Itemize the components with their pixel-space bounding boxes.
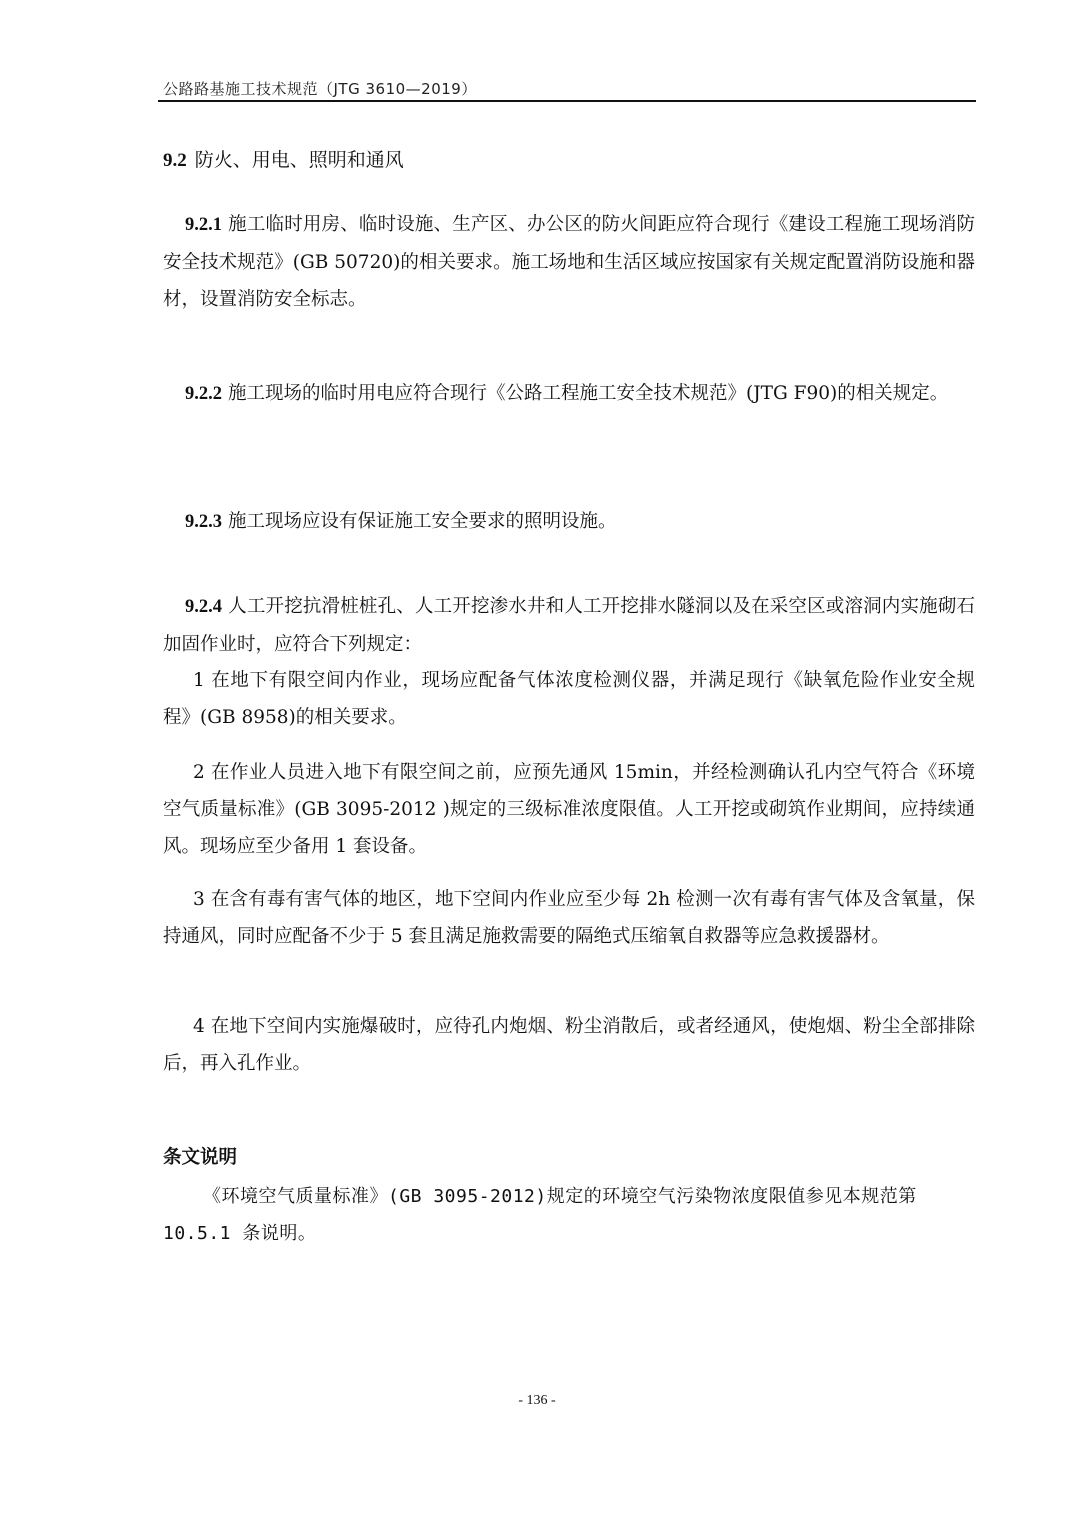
clause-item-4: 4 在地下空间内实施爆破时，应待孔内炮烟、粉尘消散后，或者经通风，使炮烟、粉尘全部排除后，再入孔作业。 [163,1016,975,1074]
page-number: - 136 - [518,1393,556,1408]
clause-number: 9.2.2 [185,384,222,404]
commentary-title: 条文说明 [163,1147,238,1168]
clause-9-2-3 [163,503,975,541]
clause-9-2-2 [163,375,975,413]
clause-9-2-4 [163,588,975,663]
clause-item-3: 3 在含有毒有害气体的地区，地下空间内作业应至少每 2h 检测一次有毒有害气体及含氧量，保持通风，同时应配备不少于 5 套且满足施救需要的隔绝式压缩氧自救器等应急救援器材。 [163,889,975,947]
section-heading [163,145,404,172]
clause-9-2-1 [163,206,975,318]
clause-number: 9.2.4 [185,597,222,617]
clause-text: 施工现场应设有保证施工安全要求的照明设施。 [228,511,617,532]
clause-item-2: 2 在作业人员进入地下有限空间之前，应预先通风 15min，并经检测确认孔内空气符合《环境空气质量标准》(GB 3095-2012 )规定的三级标准浓度限值。人工开挖或砌筑作业期间，应持续通风。现场应至少备用 1 套设备。 [163,762,975,857]
clause-text: 施工临时用房、临时设施、生产区、办公区的防火间距应符合现行《建设工程施工现场消防安全技术规范》(GB 50720)的相关要求。施工场地和生活区域应按国家有关规定配置消防设施和器材，设置消防安全标志。 [163,214,975,310]
clause-number: 9.2.1 [185,215,222,235]
clause-text: 人工开挖抗滑桩桩孔、人工开挖渗水井和人工开挖排水隧洞以及在采空区或溶洞内实施砌石加固作业时，应符合下列规定： [163,596,975,655]
clause-text: 施工现场的临时用电应符合现行《公路工程施工安全技术规范》(JTG F90)的相关规定。 [228,383,949,404]
running-header: 公路路基施工技术规范（JTG 3610—2019） [163,80,477,98]
section-number: 9.2 [163,150,187,171]
header-rule [158,100,976,102]
clause-number: 9.2.3 [185,512,222,532]
clause-item-1: 1 在地下有限空间内作业，现场应配备气体浓度检测仪器，并满足现行《缺氧危险作业安全规程》(GB 8958)的相关要求。 [163,670,975,728]
section-title: 防火、用电、照明和通风 [194,149,404,171]
commentary-text: 《环境空气质量标准》(GB 3095-2012)规定的环境空气污染物浓度限值参见本规范第 10.5.1 条说明。 [163,1186,917,1244]
